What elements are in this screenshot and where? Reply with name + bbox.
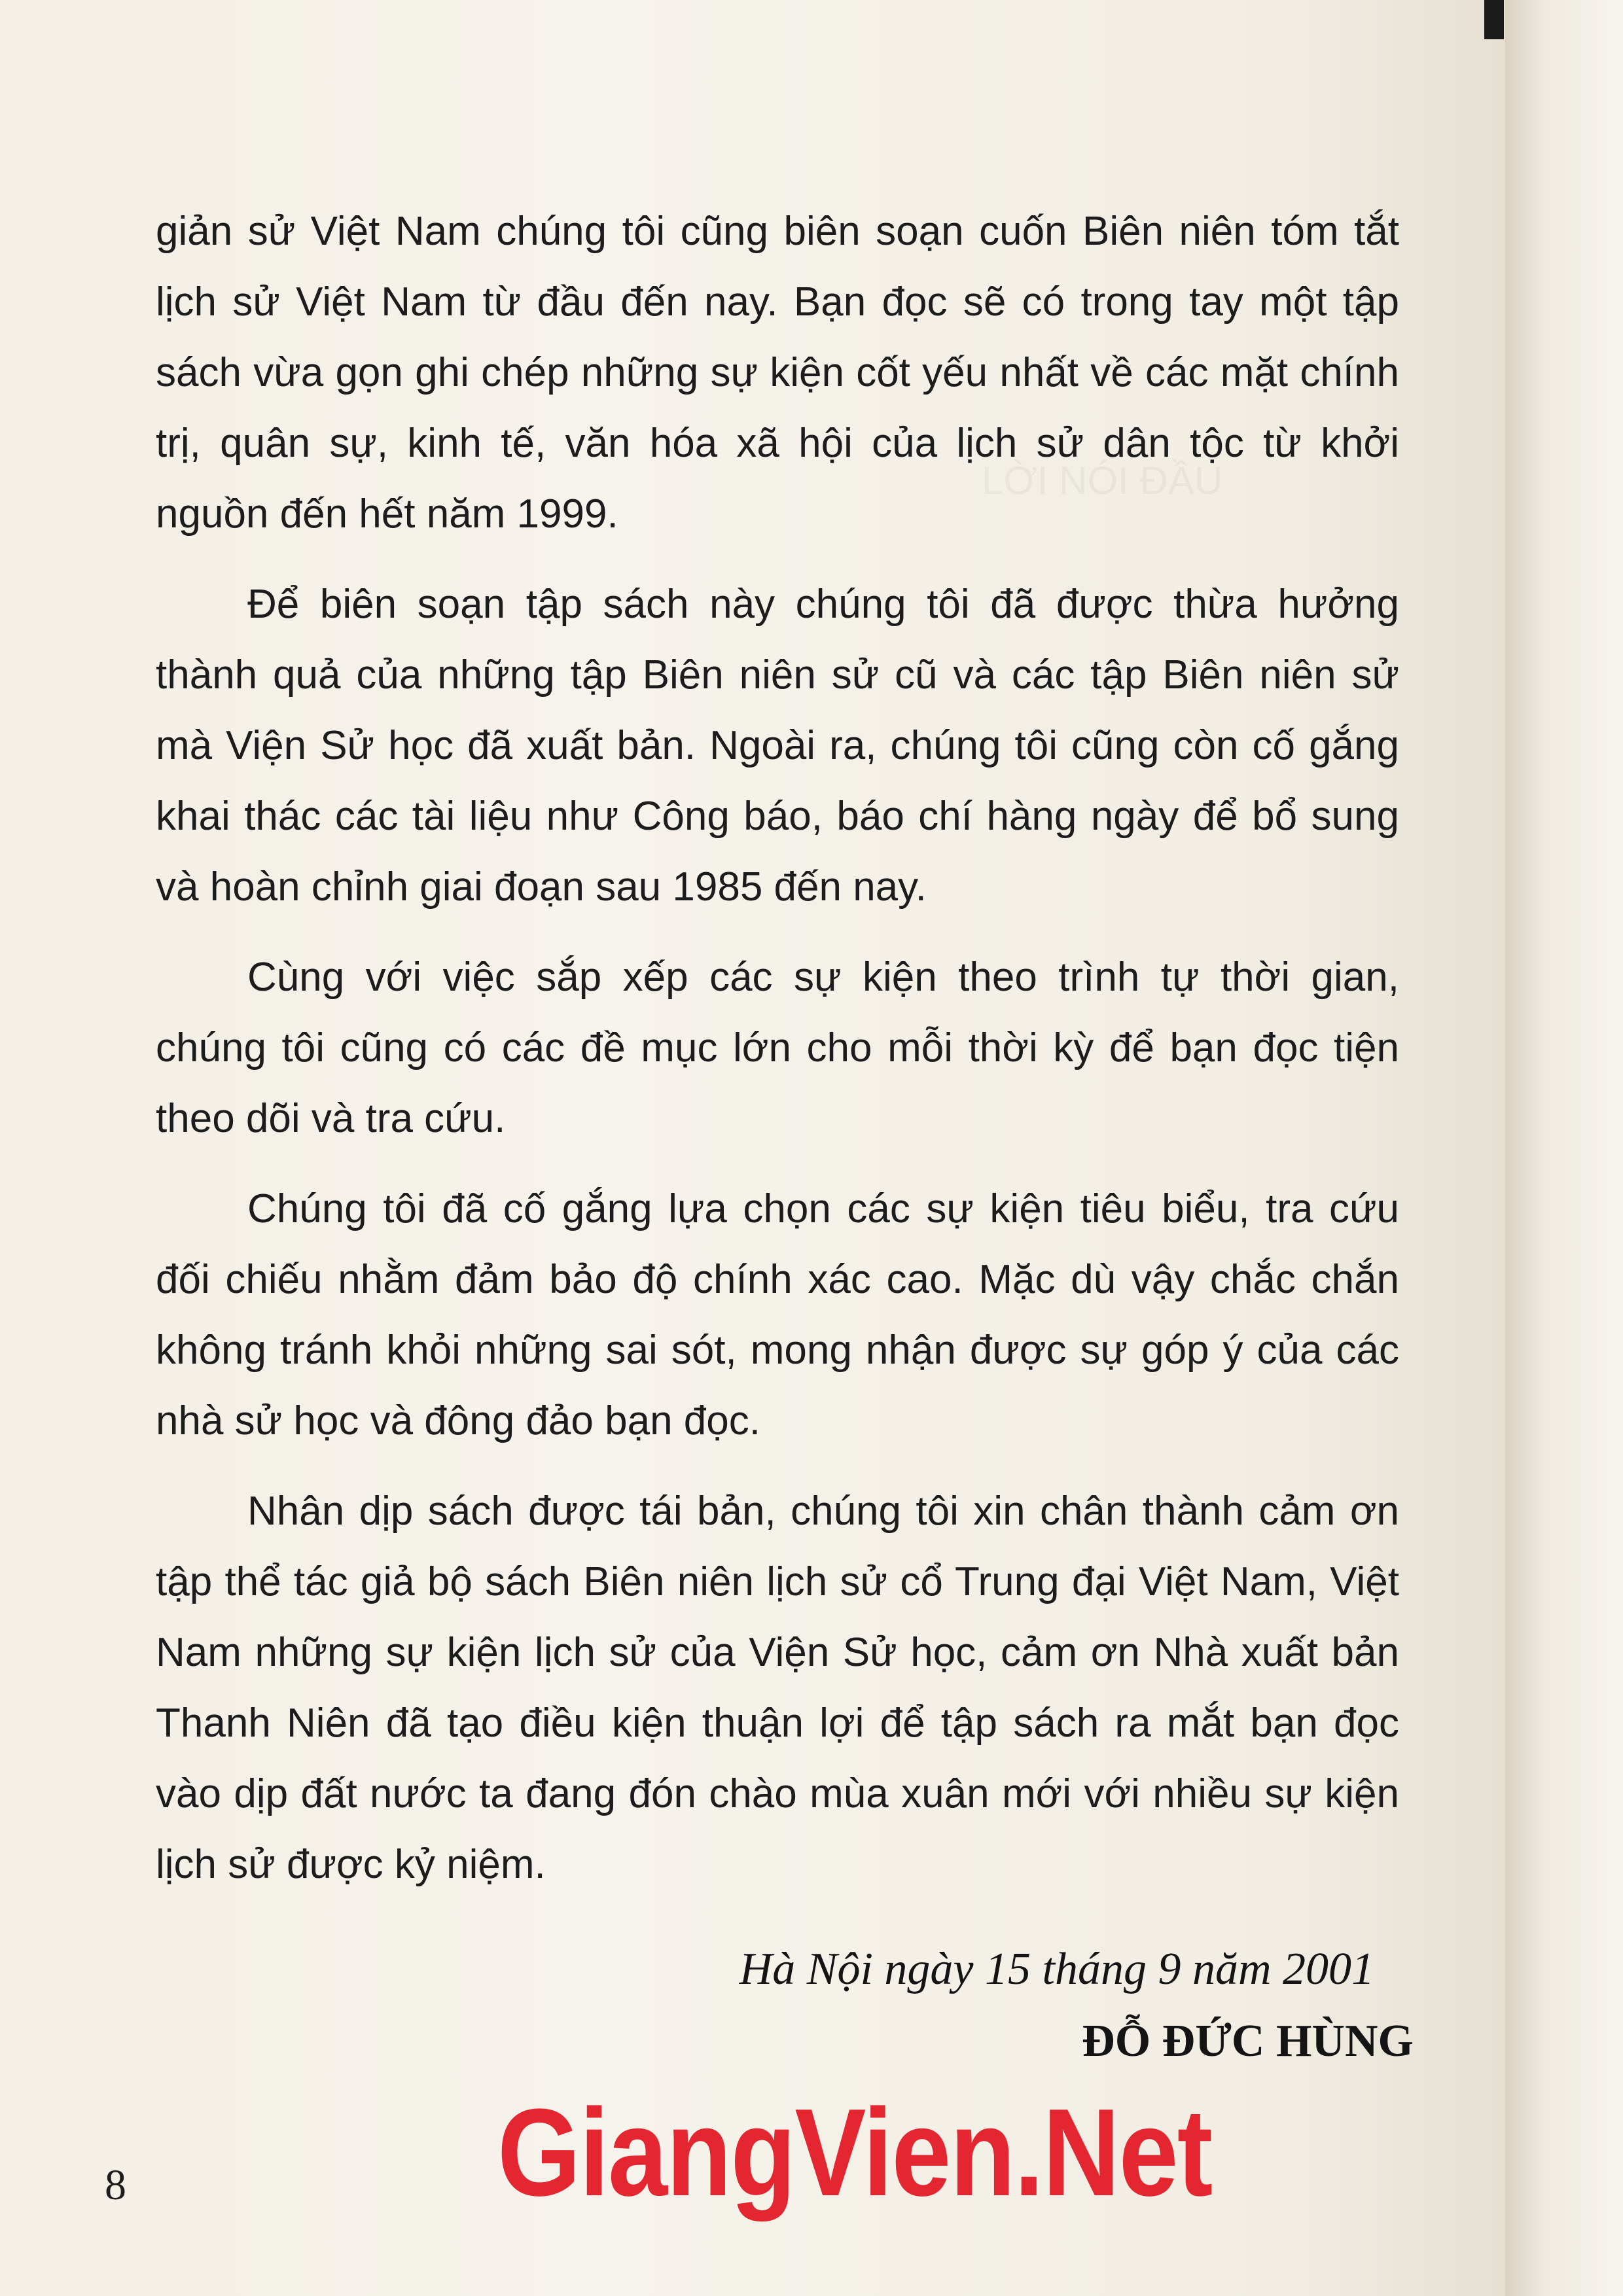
paragraph-2: Để biên soạn tập sách này chúng tôi đã được thừa hưởng thành quả của những tập Biên niên sử cũ và các tập Biên niên sử mà Viện Sử học đã xuất bản. Ngoài ra, chúng tôi cũng còn cố gắng khai thác các tài liệu như Công báo, báo chí hàng ngày để bổ sung và hoàn chỉnh giai đoạn sau 1985 đến nay. [156, 582, 1399, 910]
page-number: 8 [105, 2161, 126, 2209]
signature-block [739, 1937, 1414, 2074]
bleed-through-text: LỜI NÓI ĐẦU [982, 459, 1223, 503]
preface-body [156, 196, 1399, 1920]
signature-date: Hà Nội ngày 15 tháng 9 năm 2001 [739, 1944, 1374, 1994]
spine-shadow-mark [1484, 0, 1504, 39]
paragraph-5: Nhân dịp sách được tái bản, chúng tôi xin chân thành cảm ơn tập thể tác giả bộ sách Biên niên lịch sử cổ Trung đại Việt Nam, Việt Nam những sự kiện lịch sử của Viện Sử học, cảm ơn Nhà xuất bản Thanh Niên đã tạo điều kiện thuận lợi để tập sách ra mắt bạn đọc vào dịp đất nước ta đang đón chào mùa xuân mới với nhiều sự kiện lịch sử được kỷ niệm. [156, 1489, 1399, 1887]
paragraph-1: giản sử Việt Nam chúng tôi cũng biên soạn cuốn Biên niên tóm tắt lịch sử Việt Nam từ đầu đến nay. Bạn đọc sẽ có trong tay một tập sách vừa gọn ghi chép những sự kiện cốt yếu nhất về các mặt chính trị, quân sự, kinh tế, văn hóa xã hội của lịch sử dân tộc từ khởi nguồn đến hết năm 1999. [156, 209, 1399, 537]
paragraph-3: Cùng với việc sắp xếp các sự kiện theo trình tự thời gian, chúng tôi cũng có các đề mục lớn cho mỗi thời kỳ để bạn đọc tiện theo dõi và tra cứu. [156, 955, 1399, 1141]
paragraph-4: Chúng tôi đã cố gắng lựa chọn các sự kiện tiêu biểu, tra cứu đối chiếu nhằm đảm bảo độ chính xác cao. Mặc dù vậy chắc chắn không tránh khỏi những sai sót, mong nhận được sự góp ý của các nhà sử học và đông đảo bạn đọc. [156, 1186, 1399, 1443]
watermark-logo: GiangVien.Net [497, 2083, 1212, 2222]
signature-author: ĐỖ ĐỨC HÙNG [1082, 2016, 1414, 2066]
book-spine [1505, 0, 1623, 2296]
